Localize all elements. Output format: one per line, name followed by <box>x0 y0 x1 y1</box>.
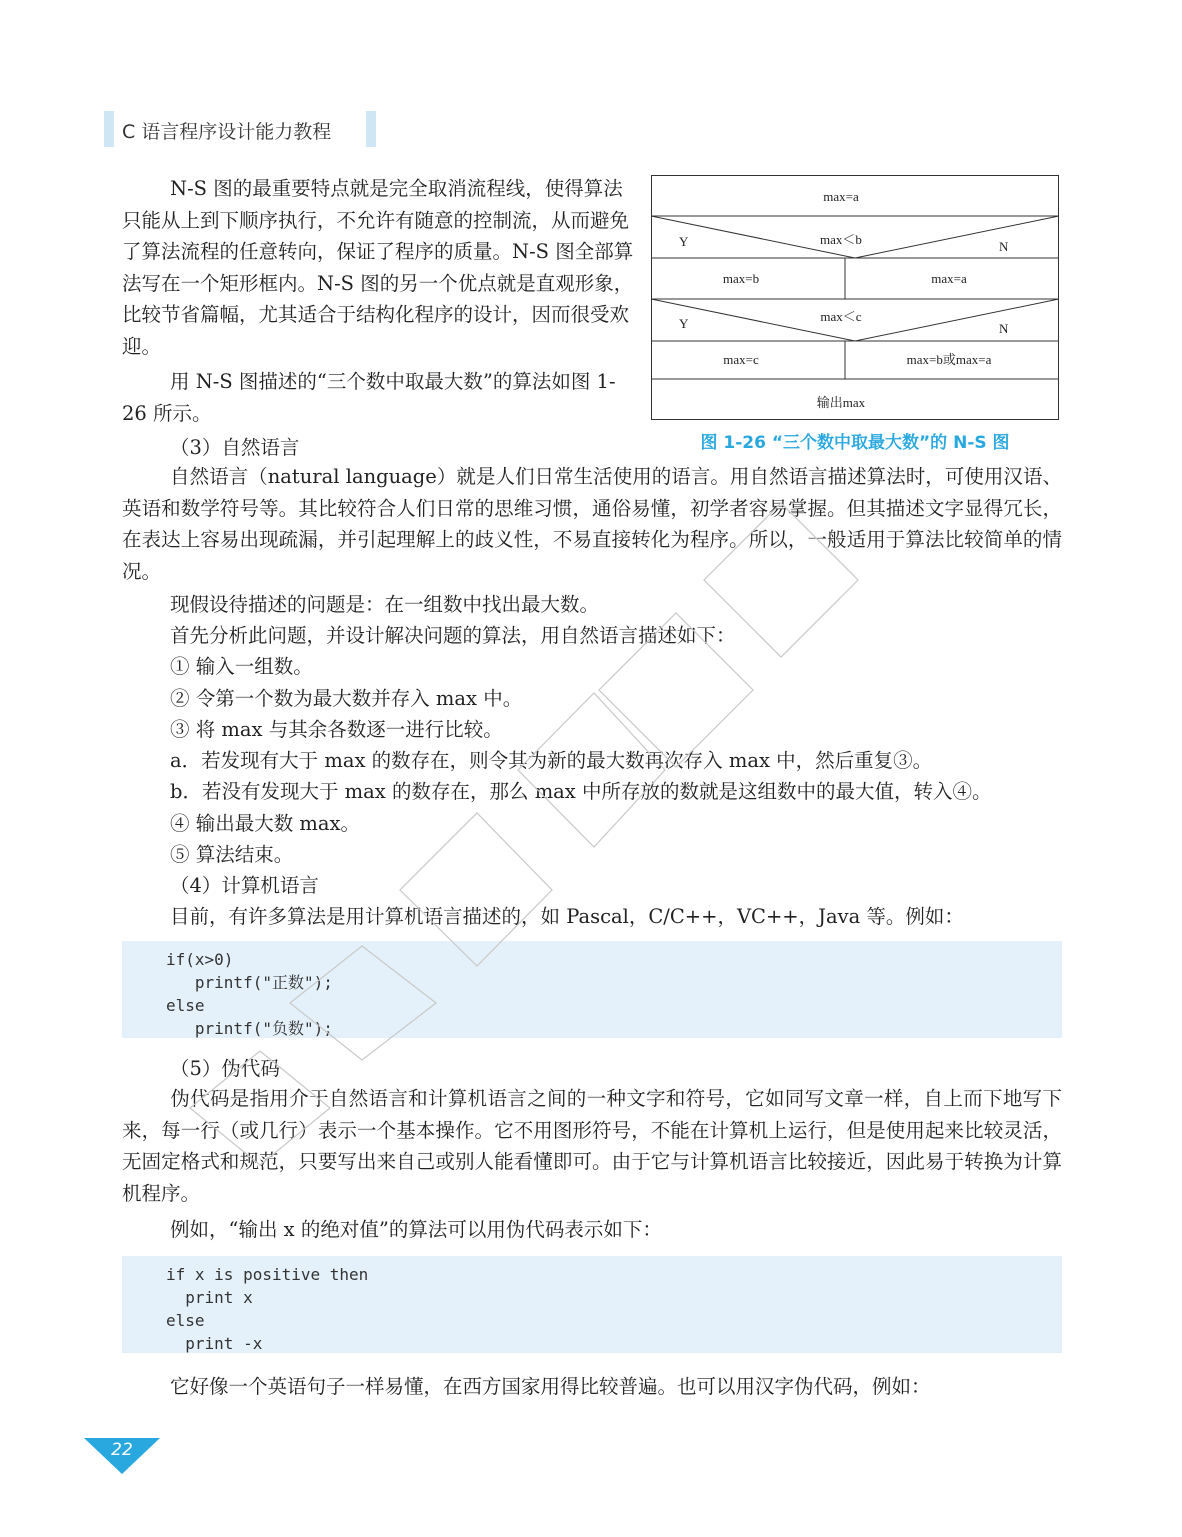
problem-statement: 现假设待描述的问题是：在一组数中找出最大数。 <box>170 593 600 616</box>
code-block-c <box>122 941 1062 1038</box>
page-number: 22 <box>111 1440 133 1460</box>
algorithm-step-5: ⑤ 算法结束。 <box>170 843 294 866</box>
intro-paragraph-2: 用 N-S 图描述的“三个数中取最大数”的算法如图 1-26 所示。 <box>122 370 616 425</box>
header-bar-right <box>366 111 376 147</box>
ns-branch1-no: max=a <box>931 271 967 286</box>
ns-condition-1: max＜b <box>820 232 862 247</box>
header-bar-left <box>104 111 114 147</box>
algorithm-step-3: ③ 将 max 与其余各数逐一进行比较。 <box>170 718 503 741</box>
section-heading-natural-language: （3）自然语言 <box>170 436 300 459</box>
algorithm-step-3a: a．若发现有大于 max 的数存在，则令其为新的最大数再次存入 max 中，然后重复③。 <box>170 749 933 772</box>
ns-branch2-no: max=b或max=a <box>906 352 992 367</box>
ns-branch1-yes: max=b <box>722 271 760 286</box>
ns-condition-diagonal <box>855 216 1059 258</box>
computer-language-paragraph: 目前，有许多算法是用计算机语言描述的，如 Pascal，C/C++，VC++，Java 等。例如： <box>170 905 964 928</box>
ns-condition-diagonal <box>855 299 1059 341</box>
code-pseudocode-text: if x is positive then print x else print -x <box>166 1265 369 1353</box>
code-c-text: if(x>0) printf("正数"); else printf("负数"); <box>166 950 333 1038</box>
ns-diagram <box>651 175 1059 420</box>
ns-init-text: max=a <box>823 189 859 204</box>
algorithm-step-3b: b．若没有发现大于 max 的数存在，那么 max 中所存放的数就是这组数中的最大值，转入④。 <box>170 780 992 803</box>
algorithm-step-4: ④ 输出最大数 max。 <box>170 812 361 835</box>
algorithm-step-1: ① 输入一组数。 <box>170 655 313 678</box>
pseudocode-paragraph: 伪代码是指用介于自然语言和计算机语言之间的一种文字和符号，它如同写文章一样，自上而下地写下来，每一行（或几行）表示一个基本操作。它不用图形符号，不能在计算机上运行，但是使用起来比较灵活，无固定格式和规范，只要写出来自己或别人能看懂即可。由于它与计算机语言比较接近，因此易于转换为计算机程序。 <box>122 1087 1062 1205</box>
ns-condition-2: max＜c <box>820 309 862 324</box>
page-number-badge <box>84 1438 160 1478</box>
code-block-pseudocode <box>122 1256 1062 1353</box>
ns-branch2-yes: max=c <box>723 352 759 367</box>
ns-yes-label-1: Y <box>679 234 689 249</box>
ns-output-text: 输出max <box>816 395 866 410</box>
algorithm-step-2: ② 令第一个数为最大数并存入 max 中。 <box>170 687 523 710</box>
ns-yes-label-2: Y <box>679 316 689 331</box>
pseudocode-closing-paragraph: 它好像一个英语句子一样易懂，在西方国家用得比较普遍。也可以用汉字伪代码，例如： <box>170 1375 931 1398</box>
ns-no-label-1: N <box>999 239 1009 254</box>
intro-paragraph-1: N-S 图的最重要特点就是完全取消流程线，使得算法只能从上到下顺序执行，不允许有随意的控制流，从而避免了算法流程的任意转向，保证了程序的质量。N-S 图全部算法写在一个矩形框内。N-S 图的另一个优点就是直观形象，比较节省篇幅，尤其适合于结构化程序的设计，因而很受欢迎。 <box>122 177 634 358</box>
section-heading-pseudocode: （5）伪代码 <box>170 1057 280 1080</box>
analysis-intro: 首先分析此问题，并设计解决问题的算法，用自然语言描述如下： <box>170 624 736 647</box>
pseudocode-example-intro: 例如，“输出 x 的绝对值”的算法可以用伪代码表示如下： <box>170 1218 662 1241</box>
ns-no-label-2: N <box>999 321 1009 336</box>
natural-language-paragraph: 自然语言（natural language）就是人们日常生活使用的语言。用自然语言描述算法时，可使用汉语、英语和数学符号等。其比较符合人们日常的思维习惯，通俗易懂，初学者容易掌握。但其描述文字显得冗长，在表达上容易出现疏漏，并引起理解上的歧义性，不易直接转化为程序。所以，一般适用于算法比较简单的情况。 <box>122 465 1062 583</box>
book-title: C 语言程序设计能力教程 <box>122 121 332 143</box>
section-heading-computer-language: （4）计算机语言 <box>170 874 319 897</box>
figure-caption: 图 1-26 “三个数中取最大数”的 N-S 图 <box>700 433 1010 453</box>
ns-frame <box>652 176 1059 420</box>
